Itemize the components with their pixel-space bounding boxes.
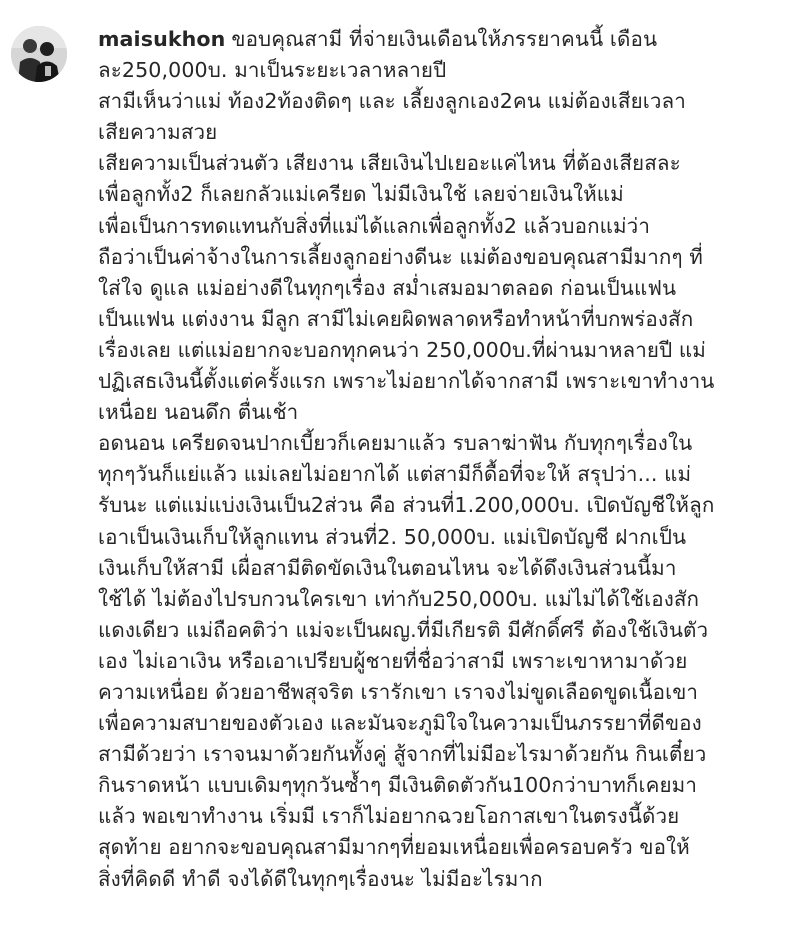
comment-line: กินราดหน้า แบบเดิมๆทุกวันซ้ำๆ มีเงินติดตัวกัน100กว่าบาทก็เคยมา bbox=[98, 773, 697, 798]
comment-line: เพื่อเป็นการทดแทนกับสิ่งที่แม่ได้แลกเพื่อลูกทั้ง2 แล้วบอกแม่ว่า bbox=[98, 213, 651, 238]
comment-line: เหนื่อย นอนดึก ตื่นเช้า bbox=[98, 400, 299, 425]
comment-line: ทุกๆวันก็แย่แล้ว แม่เลยไม่อยากได้ แต่สามีก็ดื้อที่จะให้ สรุปว่า... แม่ bbox=[98, 462, 692, 487]
comment-line: แดงเดียว แม่ถือคติว่า แม่จะเป็นผญ.ที่มีเกียรติ มีศักดิ์ศรี ต้องใช้เงินตัว bbox=[98, 617, 709, 642]
comment-line: สุดท้าย อยากจะขอบคุณสามีมากๆที่ยอมเหนื่อยเพื่อครอบครัว ขอให้ bbox=[98, 835, 690, 860]
comment-line: เอาเป็นเงินเก็บให้ลูกแทน ส่วนที่2. 50,000บ. แม่เปิดบัญชี ฝากเป็น bbox=[98, 524, 687, 549]
comment-line: สามีเห็นว่าแม่ ท้อง2ท้องติดๆ และ เลี้ยงลูกเอง2คน แม่ต้องเสียเวลา bbox=[98, 89, 686, 114]
username-link[interactable]: maisukhon bbox=[98, 27, 226, 51]
comment-line: ความเหนื่อย ด้วยอาชีพสุจริต เรารักเขา เราจงไม่ขูดเลือดขูดเนื้อเขา bbox=[98, 679, 699, 704]
comment-line: ถือว่าเป็นค่าจ้างในการเลี้ยงลูกอย่างดีนะ แม่ต้องขอบคุณสามีมากๆ ที่ bbox=[98, 244, 703, 269]
avatar-photo bbox=[11, 26, 67, 82]
comment-line: อดนอน เครียดจนปากเบี้ยวก็เคยมาแล้ว รบลาฆ่าฟัน กับทุกๆเรื่องใน bbox=[98, 431, 693, 456]
comment-line: เพื่อลูกทั้ง2 ก็เลยกลัวแม่เครียด ไม่มีเงินใช้ เลยจ่ายเงินให้แม่ bbox=[98, 182, 624, 207]
comment-line: เงินเก็บให้สามี เผื่อสามีติดขัดเงินในตอนไหน จะได้ดึงเงินส่วนนี้มา bbox=[98, 555, 677, 580]
comment-line: แล้ว พอเขาทำงาน เริ่มมี เราก็ไม่อยากฉวยโอกาสเขาในตรงนี้ด้วย bbox=[98, 804, 680, 829]
comment-line bbox=[98, 24, 788, 55]
comment-line: ละ250,000บ. มาเป็นระยะเวลาหลายปี bbox=[98, 58, 447, 83]
comment-line: เสียความเป็นส่วนตัว เสียงาน เสียเงินไปเยอะแค่ไหน ที่ต้องเสียสละ bbox=[98, 151, 681, 176]
avatar[interactable] bbox=[11, 26, 67, 82]
comment-line: เอง ไม่เอาเงิน หรือเอาเปรียบผู้ชายที่ชื่อว่าสามี เพราะเขาหามาด้วย bbox=[98, 648, 688, 673]
comment-line: ปฏิเสธเงินนี้ตั้งแต่ครั้งแรก เพราะไม่อยากได้จากสามี เพราะเขาทำงาน bbox=[98, 369, 715, 394]
comment-line: เรื่องเลย แต่แม่อยากจะบอกทุกคนว่า 250,000บ.ที่ผ่านมาหลายปี แม่ bbox=[98, 337, 706, 362]
comment-line-text: ขอบคุณสามี ที่จ่ายเงินเดือนให้ภรรยาคนนี้ เดือน bbox=[231, 27, 658, 51]
comment-line: สามีด้วยว่า เราจนมาด้วยกันทั้งคู่ สู้จากที่ไม่มีอะไรมาด้วยกัน กินเตี๋ยว bbox=[98, 742, 707, 767]
comment-text bbox=[98, 24, 788, 895]
comment-line: ใช้ได้ ไม่ต้องไปรบกวนใครเขา เท่ากับ250,000บ. แม่ไม่ได้ใช้เองสัก bbox=[98, 586, 700, 611]
comment-line: รับนะ แต่แม่แบ่งเงินเป็น2ส่วน คือ ส่วนที่1.200,000บ. เปิดบัญชีให้ลูก bbox=[98, 493, 715, 518]
comment-line: เสียความสวย bbox=[98, 120, 218, 145]
comment-line: สิ่งที่คิดดี ทำดี จงได้ดีในทุกๆเรื่องนะ ไม่มีอะไรมาก bbox=[98, 866, 543, 891]
comment-line: ใส่ใจ ดูแล แม่อย่างดีในทุกๆเรื่อง สม่ำเสมอมาตลอด ก่อนเป็นแฟน bbox=[98, 275, 677, 300]
comment-line: เพื่อความสบายของตัวเอง และมันจะภูมิใจในความเป็นภรรยาที่ดีของ bbox=[98, 711, 702, 736]
comment-line: เป็นแฟน แต่งงาน มีลูก สามีไม่เคยผิดพลาดหรือทำหน้าที่บกพร่องสัก bbox=[98, 306, 694, 331]
